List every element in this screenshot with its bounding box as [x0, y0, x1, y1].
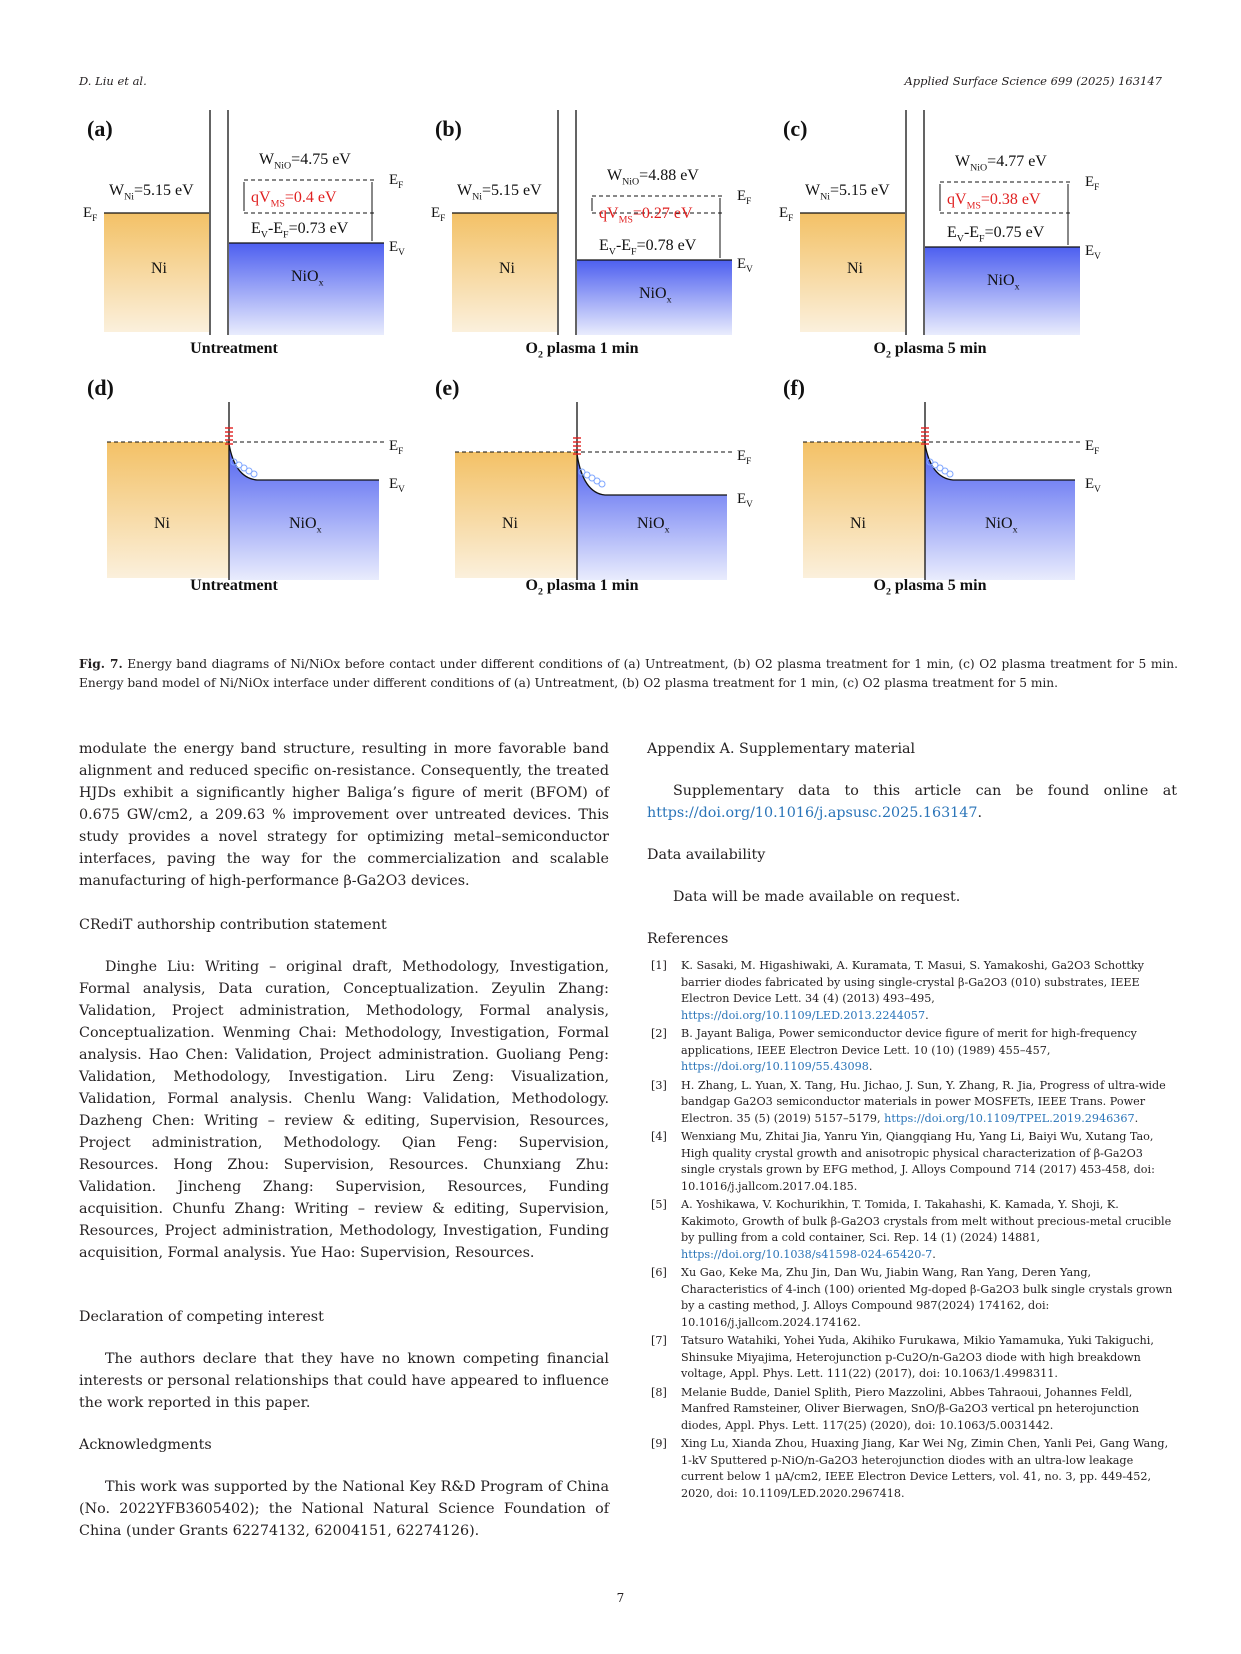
hole-circle	[251, 471, 257, 477]
data-availability-heading: Data availability	[647, 847, 766, 863]
reference-item	[647, 1265, 1177, 1331]
niox-work-function-label: $W_{NiO}=4.88$ eV	[607, 167, 699, 188]
condition-label: $O_2$ plasma 1 min	[525, 340, 639, 361]
reference-text: Xing Lu, Xianda Zhou, Huaxing Jiang, Kar Wei Ng, Zimin Chen, Yanli Pei, Gang Wang, 1-kV Sputtered p-NiO/n-Ga2O3 heterojunction diodes with an ultra-low leakage current below 1 μA/cm2, IEEE Electron Device Letters, vol. 41, no. 3, pp. 449-452, 2020, doi: 10.1109/LED.2020.2967418.	[681, 1437, 1169, 1500]
condition-label: Untreatment	[190, 577, 278, 594]
condition-label: $O_2$ plasma 5 min	[873, 340, 987, 361]
ni-label: Ni	[850, 515, 866, 532]
panel-tag: (e)	[435, 375, 460, 400]
ni-ef-label: $E_F$	[83, 205, 98, 225]
qvms-label: $qV_{MS}=0.27$ eV	[599, 205, 693, 226]
ni-work-function-label: $W_{Ni}=5.15$ eV	[457, 182, 542, 203]
running-header-authors: D. Liu et al.	[79, 74, 147, 88]
niox-band-region	[925, 444, 1075, 580]
niox-band-region	[229, 444, 379, 580]
panel-tag: (f)	[783, 375, 805, 400]
reference-item: [5] A. Yoshikawa, V. Kochurikhin, T. Tomida, I. Takahashi, K. Kamada, Y. Shoji, K. Kakimoto, Growth of bulk β-Ga2O3 crystals from melt without precious-metal crucible by pulling from a cold container, Sci. Rep. 14 (1) (2024) 14881, https://doi.org/10.1038/s41598-024-65420-7.	[651, 1198, 1172, 1261]
reference-list	[647, 958, 1177, 1502]
reference-item: [2] B. Jayant Baliga, Power semiconductor device figure of merit for high-frequency applications, IEEE Electron Device Lett. 10 (10) (1989) 455–457, https://doi.org/10.1109/55.43098.	[651, 1027, 1137, 1073]
reference-text: K. Sasaki, M. Higashiwaki, A. Kuramata, T. Masui, S. Yamakoshi, Ga2O3 Schottky barrier diodes fabricated by using single-crystal β-Ga2O3 (010) substrates, IEEE Electron Device Lett. 34 (4) (2013) 493–495,	[681, 959, 1144, 1005]
figure-label: Fig. 7.	[79, 657, 123, 671]
reference-number: [6]	[651, 1266, 667, 1279]
reference-item: [1] K. Sasaki, M. Higashiwaki, A. Kuramata, T. Masui, S. Yamakoshi, Ga2O3 Schottky barrier diodes fabricated by using single-crystal β-Ga2O3 (010) substrates, IEEE Electron Device Lett. 34 (4) (2013) 493–495, https://doi.org/10.1109/LED.2013.2244057.	[651, 959, 1144, 1022]
ev-ef-label: $E_V-E_F=0.78$ eV	[599, 237, 697, 258]
reference-text: Wenxiang Mu, Zhitai Jia, Yanru Yin, Qiangqiang Hu, Yang Li, Baiyi Wu, Xutang Tao, High quality crystal growth and anisotropic physical characterization of β-Ga2O3 single crystals grown by EFG method, J. Alloys Compound 714 (2017) 453-458, doi: 10.1016/j.jallcom.2017.04.185.	[681, 1130, 1155, 1193]
reference-item: [3] H. Zhang, L. Yuan, X. Tang, Hu. Jichao, J. Sun, Y. Zhang, R. Jia, Progress of ultra-wide bandgap Ga2O3 semiconductor materials in power MOSFETs, IEEE Trans. Power Electron. 35 (5) (2019) 5157–5179, https://doi.org/10.1109/TPEL.2019.2946367.	[651, 1078, 1166, 1125]
reference-number: [3]	[651, 1078, 667, 1092]
reference-text: Melanie Budde, Daniel Splith, Piero Mazzolini, Abbes Tahraoui, Johannes Feldl, Manfred Ramsteiner, Oliver Bierwagen, SnO/β-Ga2O3 vertical pn heterojunction diodes, Appl. Phys. Lett. 117(25) (2020), doi: 10.1063/5.0031442.	[681, 1385, 1140, 1432]
panel-tag: (b)	[435, 116, 462, 141]
niox-band-region	[925, 247, 1080, 335]
conclusion-paragraph: modulate the energy band structure, resulting in more favorable band alignment and reduced specific on-resistance. Consequently, the treated HJDs exhibit a significantly higher Baliga’s figure of merit (BFOM) of 0.675 GW/cm2, a 209.63 % improvement over untreated devices. This study provides a novel strategy for optimizing metal–semiconductor interfaces, paving the way for the commercialization and scalable manufacturing of high-performance β-Ga2O3 devices.	[79, 741, 609, 889]
supplementary-link[interactable]: https://doi.org/10.1016/j.apsusc.2025.163147	[647, 805, 978, 821]
ni-band-region	[107, 442, 229, 578]
reference-item	[647, 1333, 1177, 1383]
qvms-label: $qV_{MS}=0.4$ eV	[251, 189, 337, 210]
page-number: 7	[616, 1591, 625, 1605]
reference-number: [2]	[651, 1027, 667, 1040]
niox-label: NiO$_x$	[985, 515, 1018, 536]
appendix-sentence: Supplementary data to this article can be found online at	[673, 783, 1177, 799]
niox-band-region	[229, 243, 384, 335]
declaration-heading: Declaration of competing interest	[79, 1309, 324, 1325]
ev-label: $E_V$	[1085, 243, 1101, 263]
ev-ef-label: $E_V-E_F=0.75$ eV	[947, 224, 1045, 245]
reference-number: [9]	[651, 1437, 667, 1450]
panel-tag: (c)	[783, 116, 808, 141]
niox-ef-label: $E_F$	[1085, 174, 1100, 194]
ev-label: $E_V$	[737, 256, 753, 276]
ev-label: $E_V$	[389, 239, 405, 259]
reference-doi-link[interactable]: https://doi.org/10.1109/LED.2013.2244057	[681, 1008, 926, 1022]
reference-number: [7]	[651, 1334, 667, 1347]
ni-ef-label: $E_F$	[431, 205, 446, 225]
reference-text: H. Zhang, L. Yuan, X. Tang, Hu. Jichao, J. Sun, Y. Zhang, R. Jia, Progress of ultra-wide bandgap Ga2O3 semiconductor materials in power MOSFETs, IEEE Trans. Power Electron. 35 (5) (2019) 5157–5179,	[681, 1078, 1166, 1125]
reference-item	[647, 1129, 1177, 1195]
ni-work-function-label: $W_{Ni}=5.15$ eV	[109, 182, 194, 203]
appendix-text: Supplementary data to this article can be found online at https://doi.org/10.1016/j.apsusc.2025.163147.	[647, 783, 1177, 821]
niox-label: NiO$_x$	[637, 515, 670, 536]
reference-text: B. Jayant Baliga, Power semiconductor device figure of merit for high-frequency applications, IEEE Electron Device Lett. 10 (10) (1989) 455–457,	[681, 1027, 1137, 1057]
ef-label: $E_F$	[1085, 438, 1100, 458]
niox-label: NiO$_x$	[987, 272, 1020, 293]
reference-doi-link[interactable]: https://doi.org/10.1038/s41598-024-65420-7	[681, 1247, 933, 1261]
ef-label: $E_F$	[737, 448, 752, 468]
niox-valence-line	[577, 454, 727, 495]
acknowledgments-text: This work was supported by the National Key R&D Program of China (No. 2022YFB3605402); the National Natural Science Foundation of China (under Grants 62274132, 62004151, 62274126).	[79, 1479, 609, 1539]
condition-label: Untreatment	[190, 340, 278, 357]
reference-doi-link[interactable]: https://doi.org/10.1109/55.43098	[681, 1060, 869, 1073]
reference-doi-link[interactable]: https://doi.org/10.1109/TPEL.2019.2946367	[884, 1111, 1135, 1125]
panel-tag: (d)	[87, 375, 114, 400]
niox-work-function-label: $W_{NiO}=4.75$ eV	[259, 151, 351, 172]
references-heading: References	[647, 931, 729, 947]
ni-label: Ni	[847, 260, 863, 277]
ni-band-region	[803, 442, 925, 578]
ni-label: Ni	[499, 260, 515, 277]
ni-label: Ni	[154, 515, 170, 532]
figure-caption-text: Energy band diagrams of Ni/NiOx before contact under different conditions of (a) Untreatment, (b) O2 plasma treatment for 1 min, (c) O2 plasma treatment for 5 min. Energy band model of Ni/NiOx interface under different conditions of (a) Untreatment, (b) O2 plasma treatment for 1 min, (c) O2 plasma treatment for 5 min.	[79, 657, 1179, 690]
reference-item	[647, 1436, 1177, 1502]
reference-item	[647, 1385, 1177, 1435]
reference-text: A. Yoshikawa, V. Kochurikhin, T. Tomida, I. Takahashi, K. Kamada, Y. Shoji, K. Kakimoto, Growth of bulk β-Ga2O3 crystals from melt without precious-metal crucible by pulling from a cold container, Sci. Rep. 14 (1) (2024) 14881,	[681, 1198, 1172, 1244]
declaration-text: The authors declare that they have no known competing financial interests or personal relationships that could have appeared to influence the work reported in this paper.	[79, 1351, 609, 1411]
niox-label: NiO$_x$	[639, 285, 672, 306]
reference-text: Xu Gao, Keke Ma, Zhu Jin, Dan Wu, Jiabin Wang, Ran Yang, Deren Yang, Characteristics of 4-inch (100) oriented Mg-doped β-Ga2O3 bulk single crystals grown by a casting method, J. Alloys Compound 987(2024) 174162, doi: 10.1016/j.jallcom.2024.174162.	[681, 1266, 1173, 1329]
condition-label: $O_2$ plasma 1 min	[525, 577, 639, 598]
right-column	[647, 738, 1177, 1504]
hole-circle	[947, 471, 953, 477]
qvms-label: $qV_{MS}=0.38$ eV	[947, 191, 1041, 212]
ev-label: $E_V$	[737, 491, 753, 511]
ev-label: $E_V$	[1085, 476, 1101, 496]
niox-work-function-label: $W_{NiO}=4.77$ eV	[955, 153, 1047, 174]
reference-number: [5]	[651, 1198, 667, 1211]
ni-ef-label: $E_F$	[779, 205, 794, 225]
figure-7-band-diagrams	[79, 110, 1179, 640]
reference-text: Tatsuro Watahiki, Yohei Yuda, Akihiko Furukawa, Mikio Yamamuka, Yuki Takiguchi, Shinsuke Miyajima, Heterojunction p-Cu2O/n-Ga2O3 diode with high breakdown voltage, Appl. Phys. Lett. 111(22) (2017), doi: 10.1063/1.4998311.	[681, 1334, 1154, 1380]
appendix-heading: Appendix A. Supplementary material	[647, 741, 916, 757]
acknowledgments-heading: Acknowledgments	[79, 1437, 212, 1453]
ev-ef-label: $E_V-E_F=0.73$ eV	[251, 220, 349, 241]
ev-label: $E_V$	[389, 476, 405, 496]
running-header-journal: Applied Surface Science 699 (2025) 163147	[904, 74, 1162, 88]
left-column	[79, 738, 609, 1542]
reference-number: [8]	[651, 1385, 667, 1399]
ni-work-function-label: $W_{Ni}=5.15$ eV	[805, 182, 890, 203]
ni-label: Ni	[151, 260, 167, 277]
credit-heading: CRediT authorship contribution statement	[79, 917, 387, 933]
panel-tag: (a)	[87, 116, 113, 141]
condition-label: $O_2$ plasma 5 min	[873, 577, 987, 598]
niox-ef-label: $E_F$	[389, 172, 404, 192]
data-availability-text: Data will be made available on request.	[673, 889, 961, 905]
ni-label: Ni	[502, 515, 518, 532]
niox-label: NiO$_x$	[291, 268, 324, 289]
ef-label: $E_F$	[389, 438, 404, 458]
reference-number: [4]	[651, 1130, 667, 1143]
figure-caption	[79, 655, 1178, 693]
credit-text: Dinghe Liu: Writing – original draft, Methodology, Investigation, Formal analysis, Data curation, Conceptualization. Zeyulin Zhang: Validation, Project administration, Methodology, Formal analysis, Conceptualization. Wenming Chai: Methodology, Investigation, Formal analysis. Hao Chen: Validation, Project administration. Guoliang Peng: Validation, Methodology, Investigation. Liru Zeng: Visualization, Validation, Formal analysis. Chenlu Wang: Validation, Methodology. Dazheng Chen: Writing – review & editing, Supervision, Resources, Project administration, Methodology. Qian Feng: Supervision, Resources. Hong Zhou: Supervision, Resources. Chunxiang Zhu: Validation. Jincheng Zhang: Supervision, Resources, Funding acquisition. Chunfu Zhang: Writing – review & editing, Supervision, Resources, Project administration, Methodology, Investigation, Funding acquisition, Formal analysis. Yue Hao: Supervision, Resources.	[79, 959, 609, 1261]
niox-label: NiO$_x$	[289, 515, 322, 536]
reference-number: [1]	[651, 959, 667, 972]
hole-circle	[599, 481, 605, 487]
niox-ef-label: $E_F$	[737, 188, 752, 208]
